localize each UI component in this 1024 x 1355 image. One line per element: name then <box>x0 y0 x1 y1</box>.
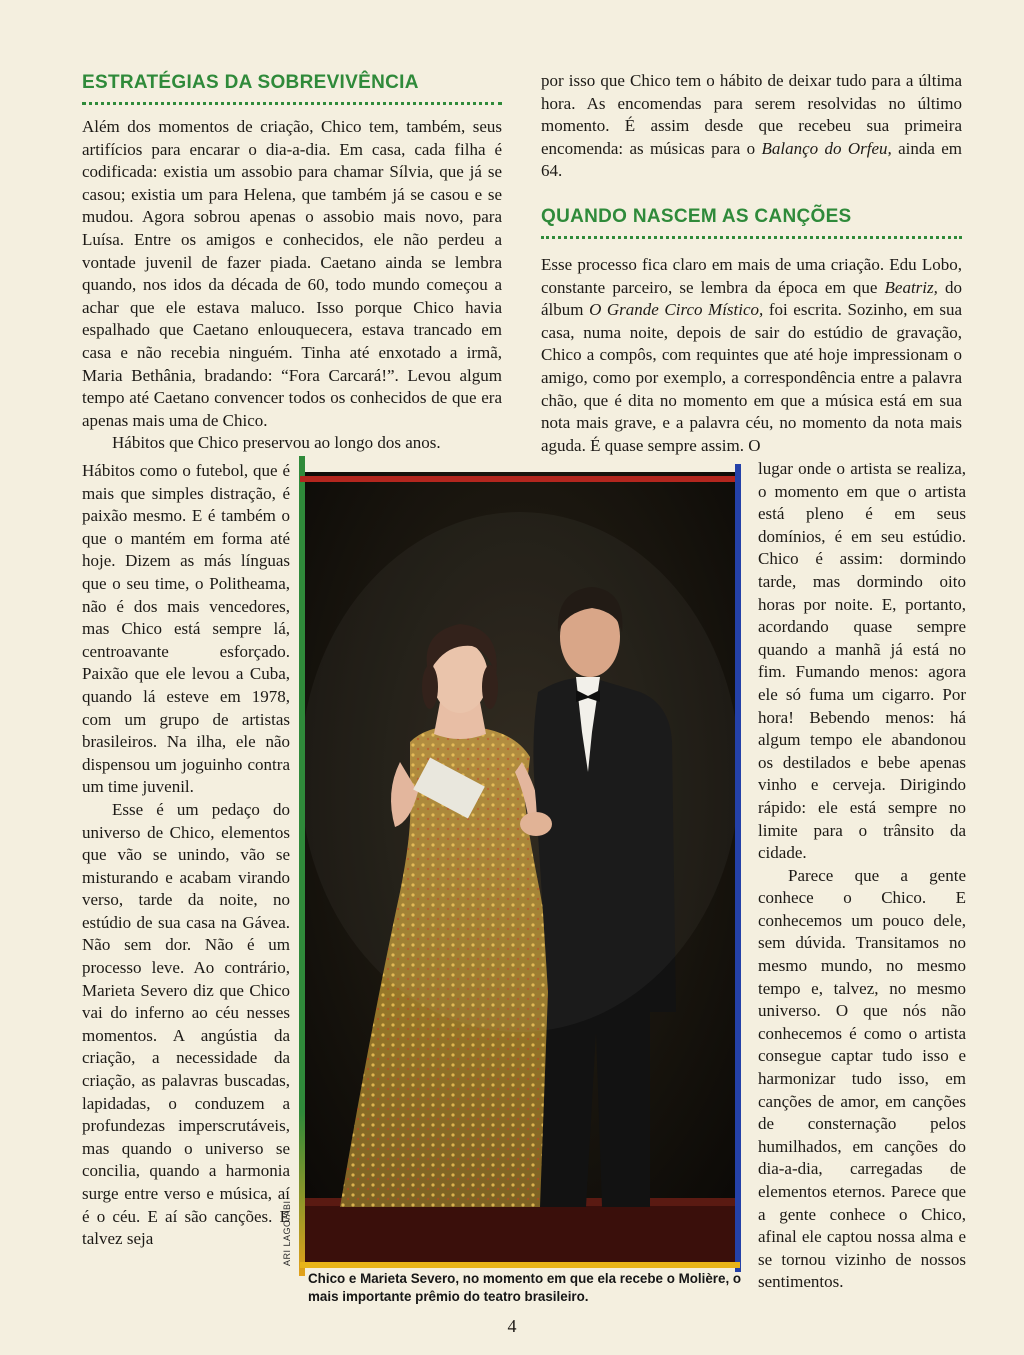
left-column-wrap <box>82 460 290 1251</box>
section-heading-songs: QUANDO NASCEM AS CANÇÕES <box>541 206 962 239</box>
page-number: 4 <box>507 1316 517 1336</box>
paragraph-strategies-1: Além dos momentos de criação, Chico tem, também, seus artifícios para encarar o dia-a-dia. Em casa, cada filha é codificada: existia um assobio para chamar Sílvia, que já se casou; existia um para Helena, que também já se casou e se mudou. Agora sobrou apenas o assobio mais novo, para Luísa. Entre os amigos e conhecidos, ele não perdeu a vontade juvenil de fazer piada. Caetano ainda se lembra quando, nos idos da década de 60, todo mundo começou a achar que ele estava maluco. Isso porque Chico havia espalhado que Caetano enlouquecera, estava trancado em casa e não recebia ninguém. Tinha até enxotado a irmã, Maria Bethânia, bradando: “Fora Carcará!”. Levou algum tempo até Caetano convencer todos os conhecidos de que era apenas mais uma de Chico. <box>82 117 502 430</box>
frame-bar-bottom <box>300 1262 740 1268</box>
paragraph-habits-lead: Hábitos que Chico preservou ao longo dos anos. <box>112 433 441 453</box>
frame-bar-top <box>300 476 740 482</box>
paragraph-habits: Hábitos como o futebol, que é mais que simples distração, é paixão mesmo. E é também o que o mantém em forma até hoje. Dizem as más línguas que o seu time, o Politheama, não é dos mais vencedores, mas Chico está sempre lá, centroavante esforçado. Paixão que ele levou a Cuba, quando lá esteve em 1978, com um grupo de artistas brasileiros. Na ilha, ele não dispensou um joguinho contra um time juvenil. <box>82 461 290 797</box>
paragraph-continuation <box>541 70 962 183</box>
photo-credit: ARI LAGO/ABI <box>282 1200 292 1266</box>
continuation-end: ainda em 64. <box>541 138 962 181</box>
album-title-orfeu: Balanço do Orfeu, <box>761 138 892 158</box>
right-column-songs <box>541 254 962 457</box>
continuation-text: por isso que Chico tem o hábito de deixar tudo para a última hora. As encomendas para serem resolvidas no último momento. É assim desde que recebeu sua primeira encomenda: as músicas para o <box>541 71 962 158</box>
left-column-top <box>82 116 502 455</box>
stage-photo <box>300 472 740 1268</box>
stage-photo-image <box>300 472 740 1268</box>
paragraph-universe: Esse é um pedaço do universo de Chico, elementos que vão se unindo, vão se misturando e acabam virando verso, tarde da noite, no estúdio de sua casa na Gávea. Não sem dor. Não é um processo leve. Ao contrário, Marieta Severo diz que Chico vai do inferno ao céu nesses momentos. A angústia da criação, a necessidade da criação, as palavras buscadas, lapidadas, o conduzem a profundezas imperscrutáveis, mas quando o universo se concilia, quando a harmonia surge entre verso e música, aí é o céu. E aí são canções. E talvez seja <box>82 799 290 1249</box>
right-column-top <box>541 70 962 183</box>
paragraph-conclusion: Parece que a gente conhece o Chico. E conhecemos um pouco dele, sem dúvida. Transitamos no mesmo mundo, no mesmo tempo e, talvez, no mesmo universo. O que nós não conhecemos é como o artista consegue captar tudo isso e harmonizar tudo isso, em canções de amor, em canções de consternação pelos humilhados, em canções do dia-a-dia, carregadas de elementos eternos. Parece que a gente conhece o Chico, afinal ele captou nossa alma e se tornou vizinho de nossos sentimentos. <box>758 865 966 1292</box>
frame-bar-right <box>735 464 741 1272</box>
songs-text-c: foi escrita. Sozinho, em sua casa, numa noite, depois de sair do estúdio de gravação, Chico a compôs, com requintes que até hoje impressionam o amigo, como por exemplo, a correspondência entre a palavra chão, que é dita no momento em que a música está em sua nota mais grave, e a palavra céu, no momento da nota mais aguda. É quase sempre assim. O <box>541 300 962 455</box>
right-column-wrap <box>758 458 966 1294</box>
album-title-circo: O Grande Circo Místico, <box>589 300 764 320</box>
photo-caption: Chico e Marieta Severo, no momento em que ela recebe o Molière, o mais importante prêmio do teatro brasileiro. <box>308 1271 742 1304</box>
paragraph-songs-wrap: lugar onde o artista se realiza, o momento em que o artista está pleno é em seus domínios, é em seu estúdio. Chico é assim: dormindo tarde, mas dormindo oito horas por noite. E, portanto, acordando quase sempre quando a manhã já está no fim. Fumando menos: agora ele só fuma um cigarro. Por hora! Bebendo menos: há algum tempo ele abandonou os destilados e bebe apenas vinho e cerveja. Dirigindo rápido: ele está sempre no limite para o trânsito da cidade. <box>758 459 966 863</box>
section-heading-strategies: ESTRATÉGIAS DA SOBREVIVÊNCIA <box>82 72 502 105</box>
frame-bar-left <box>299 456 305 1276</box>
songs-text-b: do álbum <box>541 277 963 320</box>
songs-text-a: Esse processo fica claro em mais de uma criação. Edu Lobo, constante parceiro, se lembra da época em que <box>541 255 962 297</box>
paragraph-songs-1 <box>541 254 962 457</box>
song-title-beatriz: Beatriz, <box>884 277 938 297</box>
